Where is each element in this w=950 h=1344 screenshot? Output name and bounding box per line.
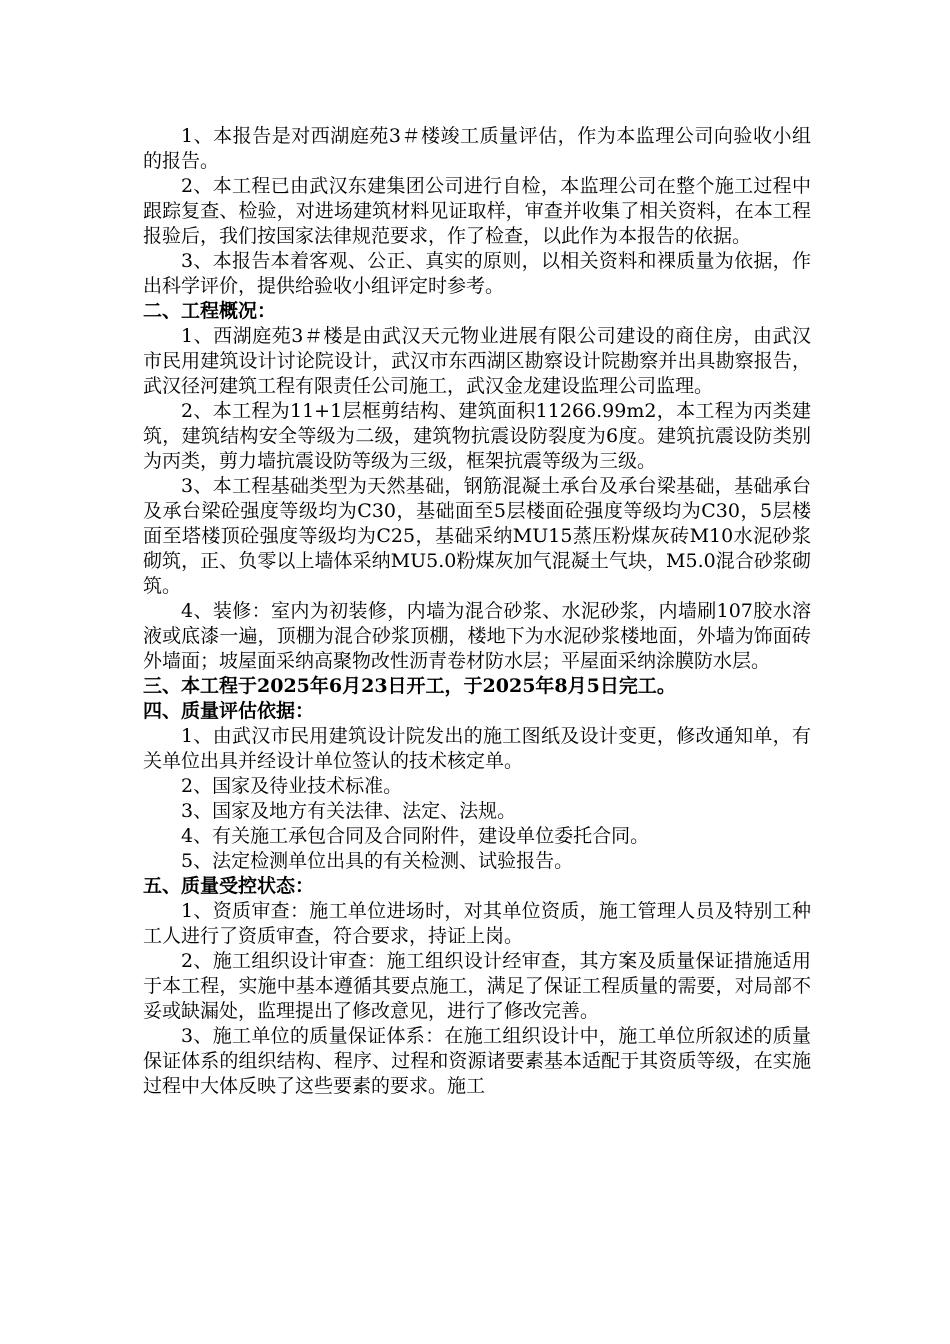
overview-paragraph-4: 4、装修：室内为初装修，内墙为混合砂浆、水泥砂浆，内墙刷107胶水溶液或底漆一遍，顶棚为混合砂浆顶棚，楼地下为水泥砂浆楼地面，外墙为饰面砖外墙面；坡屋面采纳高聚物改性沥青卷材防水层；平屋面采纳涂膜防水层。 [143,600,811,672]
overview-paragraph-2: 2、本工程为11+1层框剪结构、建筑面积11266.99m2，本工程为丙类建筑，建筑结构安全等级为二级，建筑物抗震设防裂度为6度。建筑抗震设防类别为丙类，剪力墙抗震设防等级为三级，框架抗震等级为三级。 [143,400,811,472]
overview-paragraph-1: 1、西湖庭苑3＃楼是由武汉天元物业进展有限公司建设的商住房，由武汉市民用建筑设计讨论院设计，武汉市东西湖区勘察设计院勘察并出具勘察报告，武汉径河建筑工程有限责任公司施工，武汉金龙建设监理公司监理。 [143,325,811,397]
section-heading-basis: 四、质量评估依据： [143,700,315,722]
basis-item-5: 5、法定检测单位出具的有关检测、试验报告。 [181,850,574,872]
intro-paragraph-3: 3、本报告本着客观、公正、真实的原则，以相关资料和裸质量为依据，作出科学评价，提供给验收小组评定时参考。 [143,250,811,297]
basis-item-3: 3、国家及地方有关法律、法定、法规。 [181,800,517,822]
basis-item-2: 2、国家及待业技术标准。 [181,775,403,797]
document-page [143,124,811,1099]
control-paragraph-3: 3、施工单位的质量保证体系：在施工组织设计中，施工单位所叙述的质量保证体系的组织结构、程序、过程和资源诸要素基本适配于其资质等级，在实施过程中大体反映了这些要素的要求。施工 [143,1025,811,1097]
basis-item-4: 4、有关施工承包合同及合同附件，建设单位委托合同。 [181,825,650,847]
section-heading-overview: 二、工程概况： [143,300,277,322]
overview-paragraph-3: 3、本工程基础类型为天然基础，钢筋混凝土承台及承台梁基础，基础承台及承台梁砼强度等级均为C30，基础面至5层楼面砼强度等级均为C30，5层楼面至塔楼顶砼强度等级均为C25，基础采纳MU15蒸压粉煤灰砖M10水泥砂浆砌筑，正、负零以上墙体采纳MU5.0粉煤灰加气混凝土气块，M5.0混合砂浆砌筑。 [143,475,811,597]
control-paragraph-2: 2、施工组织设计审查：施工组织设计经审查，其方案及质量保证措施适用于本工程，实施中基本遵循其要点施工，满足了保证工程质量的需要，对局部不妥或缺漏处，监理提出了修改意见，进行了修改完善。 [143,950,811,1022]
intro-paragraph-2: 2、本工程已由武汉东建集团公司进行自检，本监理公司在整个施工过程中跟踪复查、检验，对进场建筑材料见证取样，审查并收集了相关资料，在本工程报验后，我们按国家法律规范要求，作了检查，以此作为本报告的依据。 [143,175,811,247]
intro-paragraph-1: 1、本报告是对西湖庭苑3＃楼竣工质量评估，作为本监理公司向验收小组的报告。 [143,125,811,172]
control-paragraph-1: 1、资质审查：施工单位进场时，对其单位资质，施工管理人员及特别工种工人进行了资质审查，符合要求，持证上岗。 [143,900,811,947]
section-heading-control: 五、质量受控状态： [143,875,315,897]
section-heading-schedule: 三、本工程于2025年6月23日开工，于2025年8月5日完工。 [143,675,676,697]
basis-item-1: 1、由武汉市民用建筑设计院发出的施工图纸及设计变更，修改通知单，有关单位出具并经设计单位签认的技术核定单。 [143,725,811,772]
